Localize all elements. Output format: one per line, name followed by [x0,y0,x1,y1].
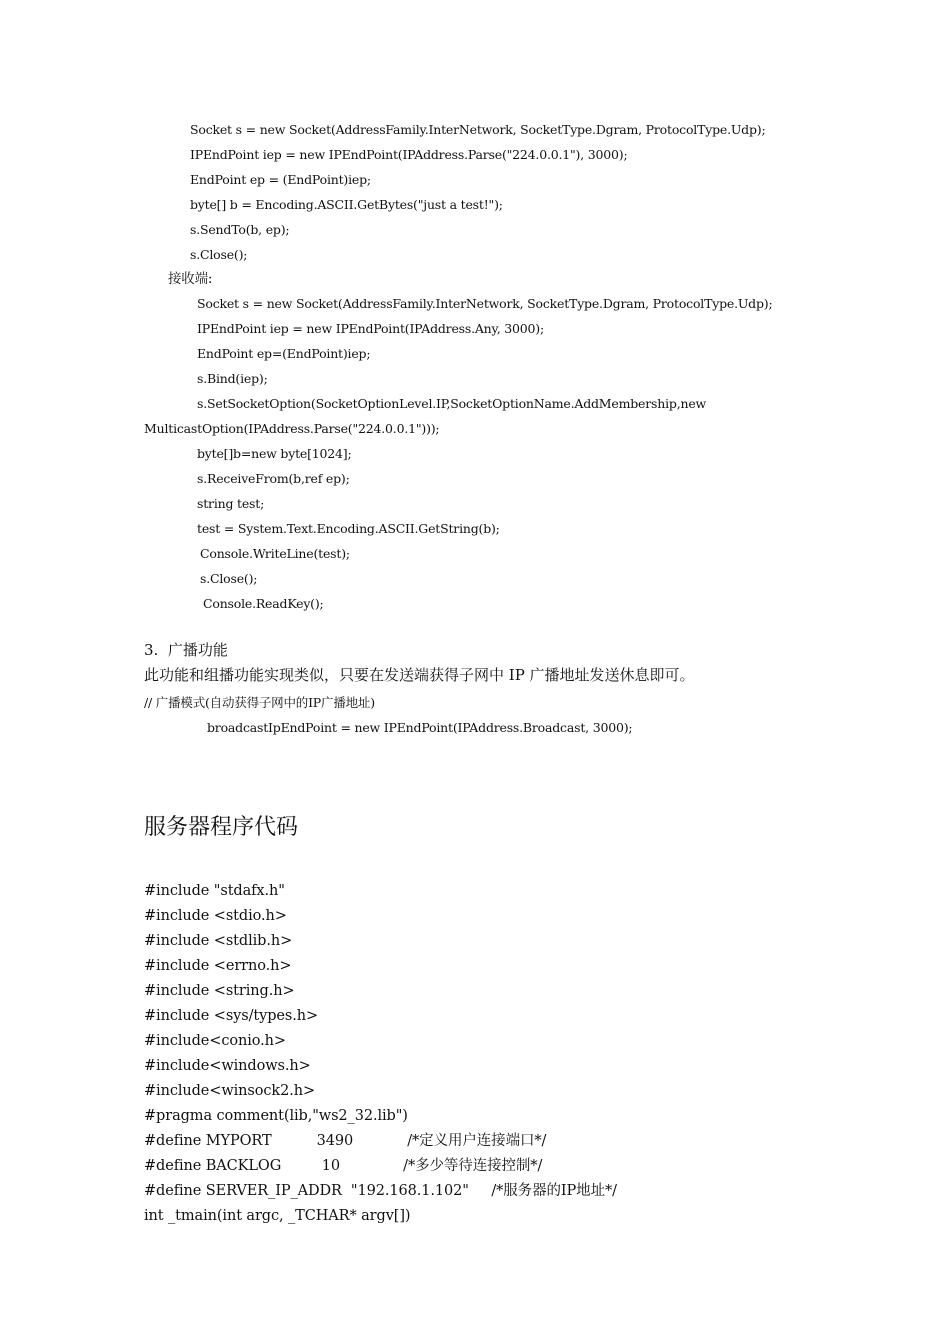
code-line: s.Close(); [190,247,248,262]
code-comment: // 广播模式(自动获得子网中的IP广播地址) [144,695,375,710]
code-line: s.SendTo(b, ep); [190,222,290,237]
code-line: #include "stdafx.h" [144,883,285,899]
code-line: s.Bind(iep); [197,371,268,386]
code-line: test = System.Text.Encoding.ASCII.GetString(b); [197,521,500,536]
code-line: #include<winsock2.h> [144,1083,316,1099]
code-line: Console.ReadKey(); [203,596,324,611]
page-title: 服务器程序代码 [144,815,299,840]
section-heading: 3. 广播功能 [144,641,228,659]
code-line: #pragma comment(lib,"ws2_32.lib") [144,1108,408,1124]
code-line: broadcastIpEndPoint = new IPEndPoint(IPAddress.Broadcast, 3000); [207,720,633,735]
code-line: EndPoint ep=(EndPoint)iep; [197,346,371,361]
code-line: int _tmain(int argc, _TCHAR* argv[]) [144,1208,411,1224]
code-line: EndPoint ep = (EndPoint)iep; [190,172,371,187]
code-line: #define SERVER_IP_ADDR "192.168.1.102" /*服务器的IP地址*/ [144,1183,617,1199]
code-line: Console.WriteLine(test); [200,546,350,561]
code-line: #include <stdlib.h> [144,933,293,949]
code-line: #include<windows.h> [144,1058,311,1074]
code-line: #include <stdio.h> [144,908,287,924]
code-line: Socket s = new Socket(AddressFamily.InterNetwork, SocketType.Dgram, ProtocolType.Udp); [190,122,766,137]
code-line: #define MYPORT 3490 /*定义用户连接端口*/ [144,1133,547,1149]
code-line: byte[] b = Encoding.ASCII.GetBytes("just a test!"); [190,197,503,212]
code-line: #include <string.h> [144,983,295,999]
code-line: s.Close(); [200,571,258,586]
code-line: IPEndPoint iep = new IPEndPoint(IPAddress.Any, 3000); [197,321,544,336]
code-line: #define BACKLOG 10 /*多少等待连接控制*/ [144,1158,543,1174]
code-line: #include <sys/types.h> [144,1008,319,1024]
code-line: Socket s = new Socket(AddressFamily.InterNetwork, SocketType.Dgram, ProtocolType.Udp); [197,296,773,311]
code-line: #include <errno.h> [144,958,292,974]
code-line: s.SetSocketOption(SocketOptionLevel.IP,SocketOptionName.AddMembership,new [197,396,707,411]
code-line: IPEndPoint iep = new IPEndPoint(IPAddress.Parse("224.0.0.1"), 3000); [190,147,628,162]
code-line: #include<conio.h> [144,1033,286,1049]
code-line: string test; [197,496,265,511]
code-line: s.ReceiveFrom(b,ref ep); [197,471,350,486]
section-paragraph: 此功能和组播功能实现类似，只要在发送端获得子网中 IP 广播地址发送休息即可。 [144,666,695,684]
code-line: MulticastOption(IPAddress.Parse("224.0.0.1"))); [144,421,440,436]
code-line: byte[]b=new byte[1024]; [197,446,352,461]
receiver-label: 接收端: [168,271,213,287]
